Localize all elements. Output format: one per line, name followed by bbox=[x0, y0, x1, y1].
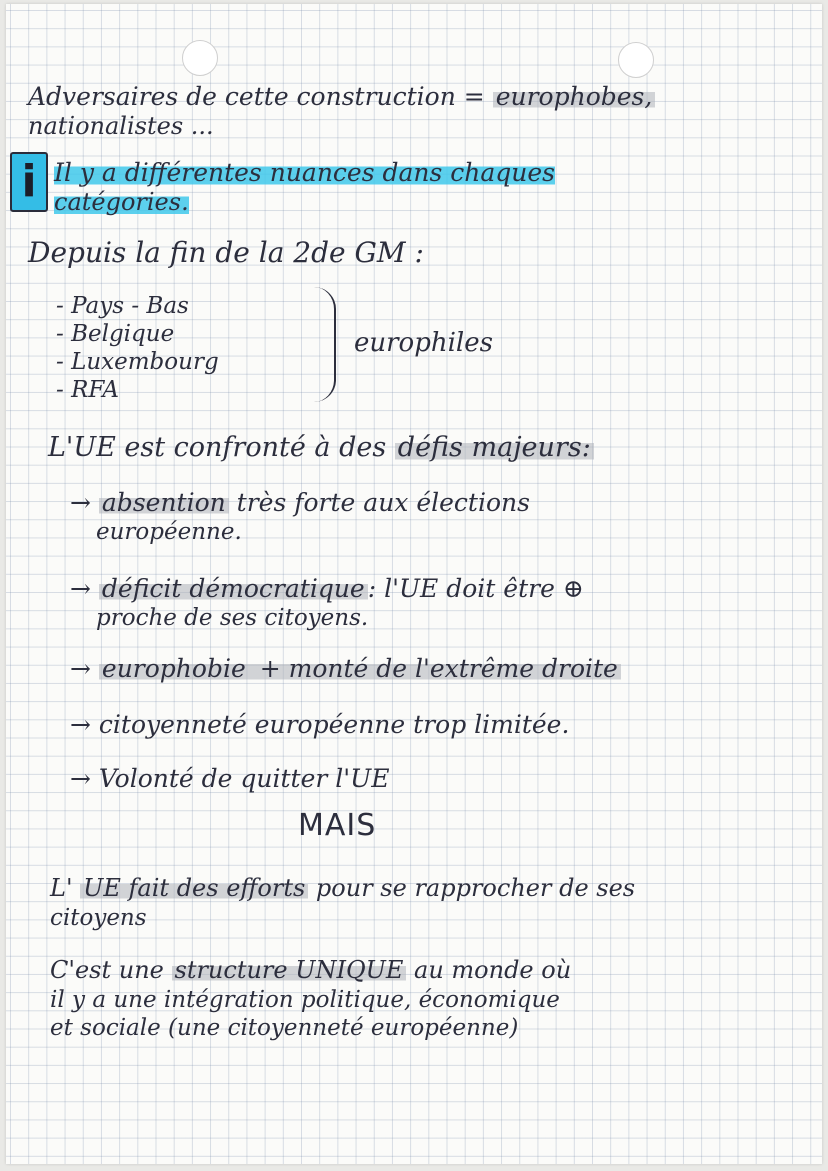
info-note-line2 bbox=[54, 190, 189, 215]
p1-start: L' bbox=[50, 874, 81, 902]
arrow-3: → bbox=[70, 654, 91, 683]
paragraph-unique-line3: et sociale (une citoyenneté européenne) bbox=[50, 1015, 519, 1041]
highlight-europhobie: europhobie bbox=[99, 654, 249, 683]
info-highlight-1: Il y a différentes nuances dans chaques bbox=[54, 158, 556, 187]
text-adversaires: Adversaires de cette construction = bbox=[28, 82, 493, 111]
p2-start: C'est une bbox=[50, 956, 172, 984]
country-3: - Luxembourg bbox=[56, 349, 219, 375]
notebook-page bbox=[6, 4, 822, 1164]
label-europhiles: europhiles bbox=[354, 328, 493, 358]
paragraph-unique bbox=[50, 958, 571, 983]
curly-brace bbox=[304, 287, 336, 402]
highlight-defis: défis majeurs: bbox=[395, 432, 594, 463]
bullet-2-text: : l'UE doit être ⊕ bbox=[367, 574, 584, 603]
arrow-2: → bbox=[70, 574, 91, 603]
paragraph-efforts-cont: citoyens bbox=[50, 905, 147, 931]
bullet-1-cont: européenne. bbox=[96, 519, 242, 545]
info-note-line1 bbox=[54, 160, 555, 186]
country-4: - RFA bbox=[56, 377, 119, 403]
bullet-volonte bbox=[70, 766, 389, 792]
arrow-5: → bbox=[70, 764, 91, 793]
paragraph-unique-line2: il y a une intégration politique, économique bbox=[50, 987, 560, 1013]
highlight-extreme-droite: + monté de l'extrême droite bbox=[249, 654, 621, 683]
mais-label: MAIS bbox=[298, 808, 377, 843]
bullet-abstention bbox=[70, 490, 530, 516]
bullet-5-text: Volonté de quitter l'UE bbox=[98, 764, 390, 793]
p2-rest: au monde où bbox=[406, 956, 572, 984]
paragraph-efforts bbox=[50, 876, 635, 901]
info-icon: i bbox=[10, 152, 48, 212]
highlight-deficit: déficit démocratique bbox=[99, 574, 368, 603]
arrow-4: → bbox=[70, 710, 91, 739]
challenges-heading bbox=[48, 434, 594, 462]
bullet-1-text: très forte aux élections bbox=[228, 488, 530, 517]
bullet-4-text: citoyenneté européenne trop limitée. bbox=[98, 710, 570, 739]
note-line-adversaires bbox=[28, 84, 655, 110]
info-highlight-2: catégories. bbox=[54, 188, 189, 216]
country-1: - Pays - Bas bbox=[56, 293, 189, 319]
challenges-text: L'UE est confronté à des bbox=[48, 432, 395, 463]
highlight-abstention: absention bbox=[99, 488, 229, 517]
heading-depuis: Depuis la fin de la 2de GM : bbox=[28, 236, 424, 269]
bullet-citoyennete bbox=[70, 712, 569, 738]
p1-rest: pour se rapprocher de ses bbox=[308, 874, 636, 902]
highlight-efforts: UE fait des efforts bbox=[80, 874, 308, 902]
highlight-structure-unique: structure UNIQUE bbox=[172, 956, 407, 984]
note-line-nationalistes: nationalistes ... bbox=[28, 112, 214, 140]
bullet-europhobie bbox=[70, 656, 621, 682]
binder-hole-right bbox=[618, 42, 654, 78]
binder-hole-left bbox=[182, 40, 218, 76]
country-2: - Belgique bbox=[56, 321, 175, 347]
bullet-2-cont: proche de ses citoyens. bbox=[96, 605, 369, 631]
highlight-europhobes: europhobes, bbox=[493, 82, 656, 111]
arrow-1: → bbox=[70, 488, 91, 517]
bullet-deficit bbox=[70, 576, 584, 602]
